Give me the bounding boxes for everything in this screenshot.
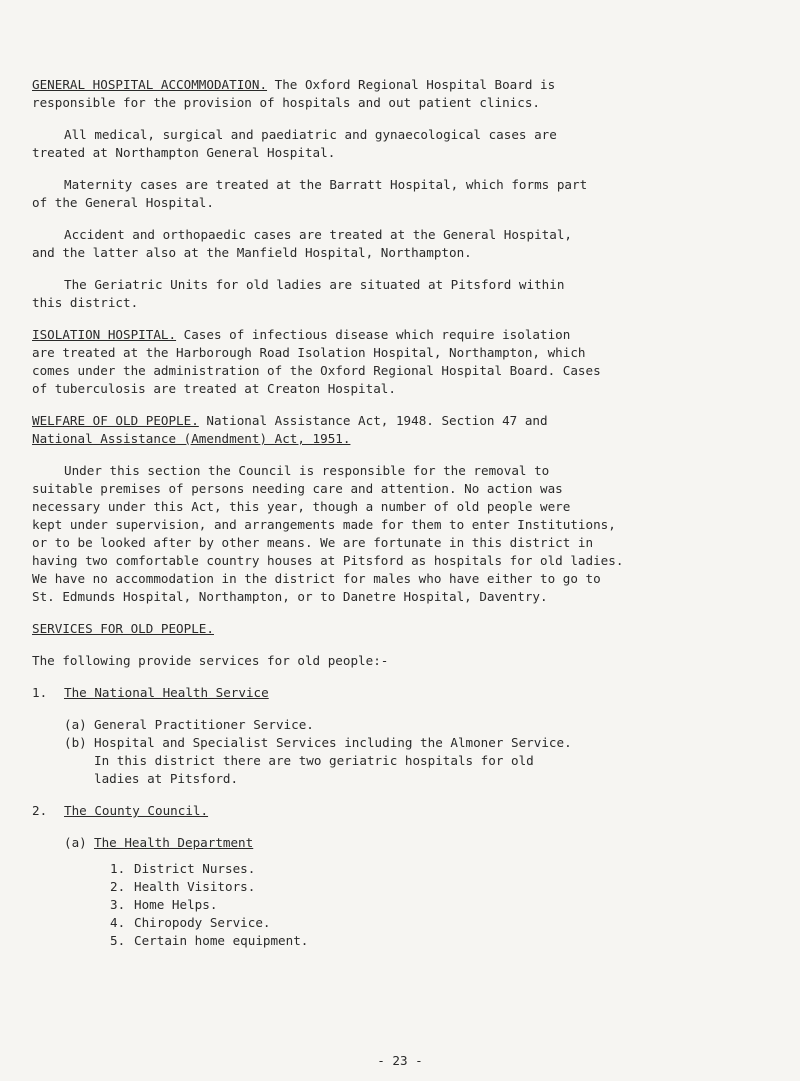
welfare-para-line: St. Edmunds Hospital, Northampton, or to Danetre Hospital, Daventry. (32, 589, 548, 604)
list-item: 2. Health Visitors. (110, 879, 256, 894)
welfare-para-line: suitable premises of persons needing care and attention. No action was (32, 481, 563, 496)
welfare-para-line: having two comfortable country houses at Pitsford as hospitals for old ladies. (32, 553, 624, 568)
list-item: (b) Hospital and Specialist Services including the Almoner Service. In this district there are two geriatric hospitals for old ladies at Pitsford. (64, 735, 572, 786)
services-heading: SERVICES FOR OLD PEOPLE. (32, 621, 214, 636)
list-item-county-council (32, 802, 772, 820)
list-title: The County Council. (64, 803, 209, 818)
general-hospital-line1: GENERAL HOSPITAL ACCOMMODATION. The Oxford Regional Hospital Board is (32, 77, 556, 92)
isolation-line3: comes under the administration of the Oxford Regional Hospital Board. Cases (32, 363, 601, 378)
isolation-line2: are treated at the Harborough Road Isolation Hospital, Northampton, which (32, 345, 586, 360)
list-item: 3. Home Helps. (110, 897, 218, 912)
welfare-para-line: Under this section the Council is responsible for the removal to (64, 463, 550, 478)
list-item: 4. Chiropody Service. (110, 915, 271, 930)
isolation-line4: of tuberculosis are treated at Creaton Hospital. (32, 381, 396, 396)
page-number: - 23 - (377, 1053, 423, 1068)
isolation-heading: ISOLATION HOSPITAL. (32, 327, 177, 342)
sublist-nhs (64, 716, 772, 788)
list-item: 5. Certain home equipment. (110, 933, 309, 948)
list-title: The National Health Service (64, 685, 269, 700)
paragraph-medical-cont: treated at Northampton General Hospital. (32, 145, 336, 160)
welfare-para-line: kept under supervision, and arrangements made for them to enter Institutions, (32, 517, 616, 532)
welfare-para-line: We have no accommodation in the district for males who have either to go to (32, 571, 601, 586)
paragraph-maternity-cont: of the General Hospital. (32, 195, 214, 210)
paragraph-accident: Accident and orthopaedic cases are treated at the General Hospital, (64, 227, 572, 242)
welfare-line1: WELFARE OF OLD PEOPLE. National Assistance Act, 1948. Section 47 and (32, 413, 548, 428)
general-hospital-line2: responsible for the provision of hospitals and out patient clinics. (32, 95, 540, 110)
health-department-list (110, 860, 772, 950)
paragraph-geriatric-cont: this district. (32, 295, 139, 310)
paragraph-maternity: Maternity cases are treated at the Barratt Hospital, which forms part (64, 177, 588, 192)
isolation-line1: ISOLATION HOSPITAL. Cases of infectious disease which require isolation (32, 327, 571, 342)
list-number: 2. (32, 803, 48, 818)
paragraph-geriatric: The Geriatric Units for old ladies are situated at Pitsford within (64, 277, 565, 292)
list-item: (a) General Practitioner Service. (64, 717, 314, 732)
paragraph-accident-cont: and the latter also at the Manfield Hospital, Northampton. (32, 245, 472, 260)
welfare-para-line: necessary under this Act, this year, though a number of old people were (32, 499, 571, 514)
services-intro: The following provide services for old people:- (32, 653, 389, 668)
document-page (32, 76, 772, 950)
welfare-line2: National Assistance (Amendment) Act, 1951. (32, 431, 351, 446)
sublist-county-council (64, 834, 772, 852)
list-item: (a) The Health Department (64, 835, 254, 850)
general-hospital-heading: GENERAL HOSPITAL ACCOMMODATION. (32, 77, 268, 92)
list-item: 1. District Nurses. (110, 861, 256, 876)
paragraph-medical: All medical, surgical and paediatric and gynaecological cases are (64, 127, 557, 142)
welfare-heading: WELFARE OF OLD PEOPLE. (32, 413, 199, 428)
welfare-para-line: or to be looked after by other means. We are fortunate in this district in (32, 535, 594, 550)
list-number: 1. (32, 685, 48, 700)
list-item-nhs (32, 684, 772, 702)
